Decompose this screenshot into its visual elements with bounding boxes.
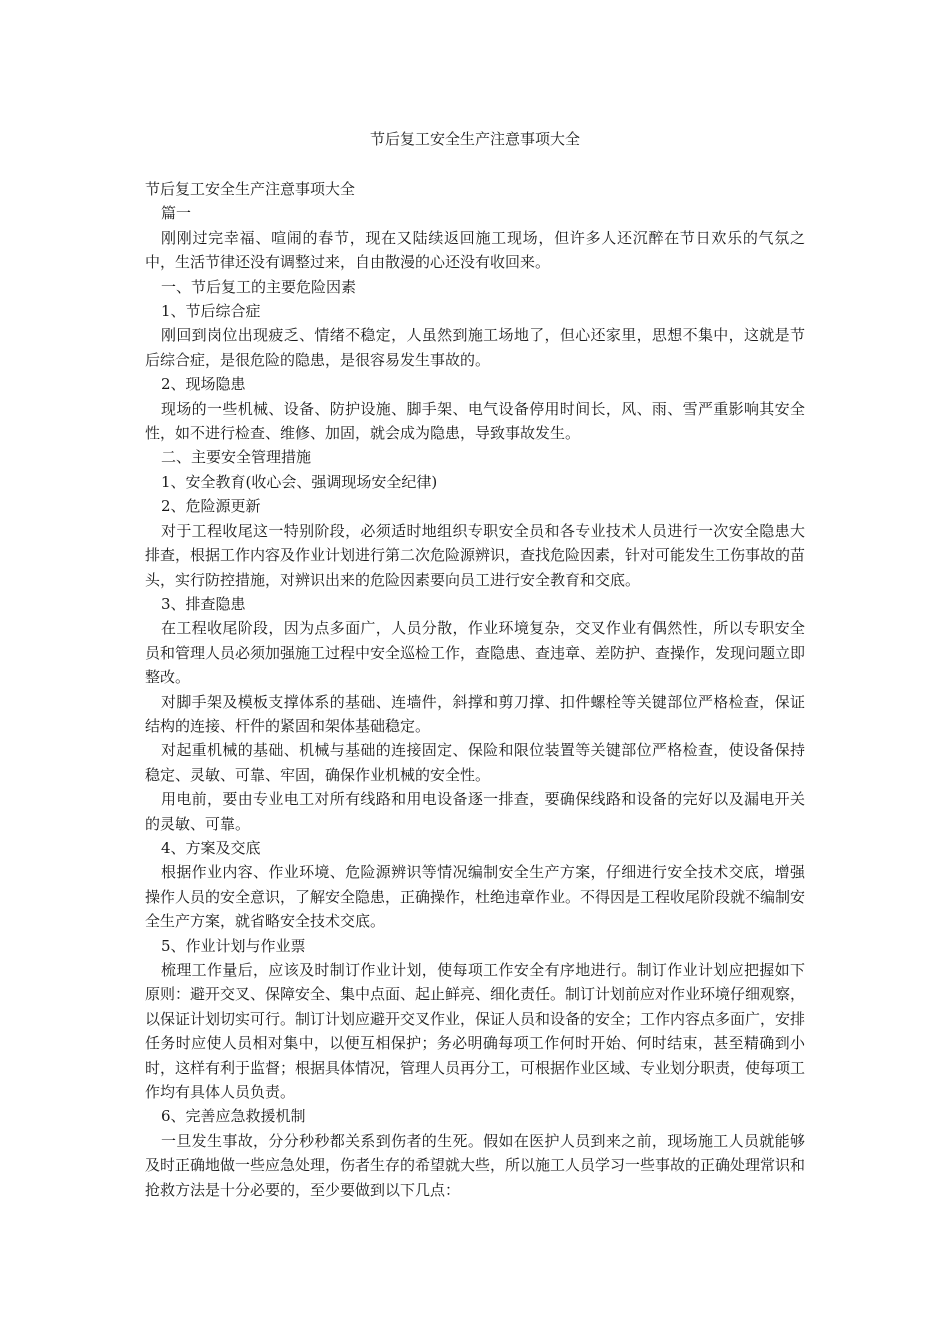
- paragraph: 对起重机械的基础、机械与基础的连接固定、保险和限位装置等关键部位严格检查，使设备保持稳定、灵敏、可靠、牢固，确保作业机械的安全性。: [145, 741, 805, 784]
- section-label: 篇一: [161, 204, 192, 223]
- section-heading: 二、主要安全管理措施: [161, 448, 312, 467]
- subsection-heading: 5、作业计划与作业票: [161, 936, 306, 955]
- subsection-heading: 6、完善应急救援机制: [161, 1107, 306, 1126]
- paragraph: 对于工程收尾这一特别阶段，必须适时地组织专职安全员和各专业技术人员进行一次安全隐患大排查，根据工作内容及作业计划进行第二次危险源辨识，查找危险因素，针对可能发生工伤事故的苗头，实行防控措施，对辨识出来的危险因素要向员工进行安全教育和交底。: [145, 521, 806, 589]
- subsection-heading: 2、危险源更新: [161, 497, 261, 516]
- subsection-heading: 1、节后综合症: [161, 302, 261, 321]
- subsection-heading: 4、方案及交底: [161, 838, 261, 857]
- subsection-heading: 3、排查隐患: [161, 594, 246, 613]
- paragraph: 在工程收尾阶段，因为点多面广，人员分散，作业环境复杂，交叉作业有偶然性，所以专职安全员和管理人员必须加强施工过程中安全巡检工作，查隐患、查违章、差防护、查操作，发现问题立即整改。: [145, 619, 806, 687]
- subsection-heading: 2、现场隐患: [161, 375, 246, 394]
- document-body: [145, 177, 805, 1202]
- paragraph: 现场的一些机械、设备、防护设施、脚手架、电气设备停用时间长，风、雨、雪严重影响其安全性，如不进行检查、维修、加固，就会成为隐患，导致事故发生。: [145, 399, 805, 443]
- paragraph: 对脚手架及模板支撑体系的基础、连墙件，斜撑和剪刀撑、扣件螺栓等关键部位严格检查，保证结构的连接、杆件的紧固和架体基础稳定。: [145, 692, 805, 735]
- paragraph: 梳理工作量后，应该及时制订作业计划，使每项工作安全有序地进行。制订作业计划应把握如下原则：避开交叉、保障安全、集中点面、起止鲜亮、细化责任。制订计划前应对作业环境仔细观察，以保证计划切实可行。制订计划应避开交叉作业，保证人员和设备的安全；工作内容点多面广，安排任务时应使人员相对集中，以便互相保护；务必明确每项工作何时开始、何时结束，甚至精确到小时，这样有利于监督；根据具体情况，管理人员再分工，可根据作业区域、专业划分职责，使每项工作均有具体人员负责。: [145, 961, 806, 1102]
- subsection-heading: 1、安全教育(收心会、强调现场安全纪律): [161, 472, 438, 491]
- body-heading: 节后复工安全生产注意事项大全: [145, 180, 356, 198]
- paragraph: 刚刚过完幸福、喧闹的春节，现在又陆续返回施工现场，但许多人还沉醉在节日欢乐的气氛之中，生活节律还没有调整过来，自由散漫的心还没有收回来。: [145, 228, 805, 272]
- paragraph: 一旦发生事故，分分秒秒都关系到伤者的生死。假如在医护人员到来之前，现场施工人员就能够及时正确地做一些应急处理，伤者生存的希望就大些，所以施工人员学习一些事故的正确处理常识和抢救方法是十分必要的，至少要做到以下几点：: [145, 1131, 806, 1199]
- paragraph: 刚回到岗位出现疲乏、情绪不稳定，人虽然到施工场地了，但心还家里，思想不集中，这就是节后综合症，是很危险的隐患，是很容易发生事故的。: [145, 326, 805, 369]
- paragraph: 用电前，要由专业电工对所有线路和用电设备逐一排查，要确保线路和设备的完好以及漏电开关的灵敏、可靠。: [145, 790, 805, 833]
- section-heading: 一、节后复工的主要危险因素: [161, 277, 357, 296]
- document-title: 节后复工安全生产注意事项大全: [369, 130, 580, 148]
- paragraph: 根据作业内容、作业环境、危险源辨识等情况编制安全生产方案，仔细进行安全技术交底，增强操作人员的安全意识，了解安全隐患，正确操作，杜绝违章作业。不得因是工程收尾阶段就不编制安全生产方案，就省略安全技术交底。: [145, 863, 806, 931]
